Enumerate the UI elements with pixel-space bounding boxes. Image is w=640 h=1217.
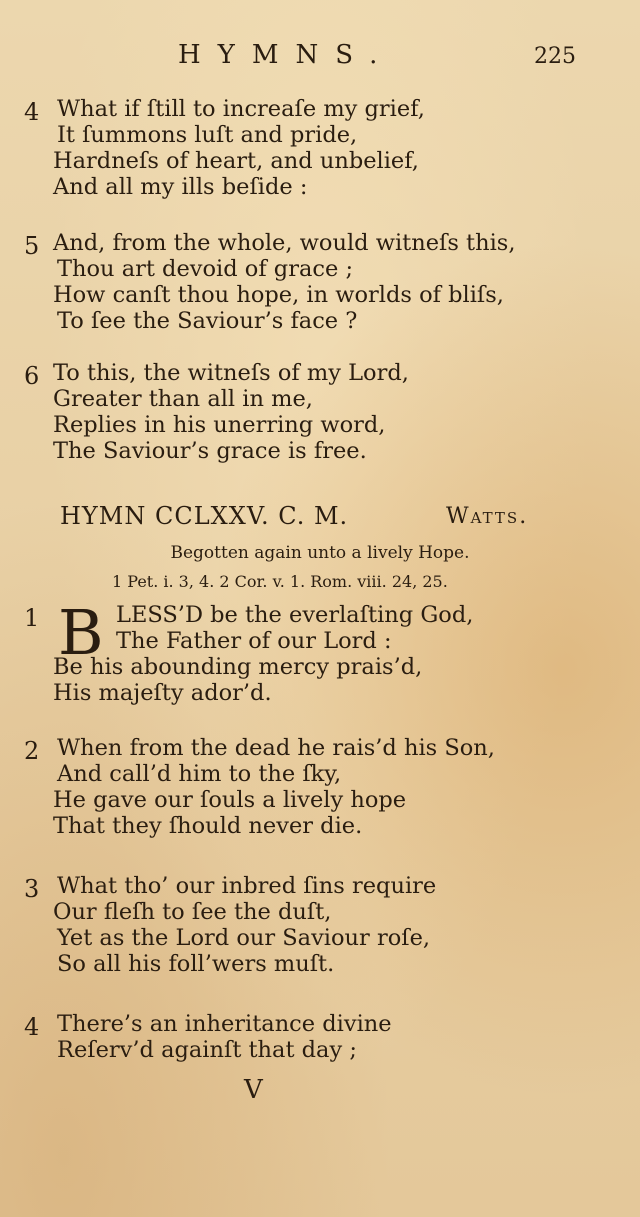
running-head: HYMNS. [178,40,395,70]
page-number: 225 [534,44,576,69]
verse-line: LESS’D be the everlaſting God, [116,602,474,628]
verse-line: Thou art devoid of grace ; [57,256,354,282]
verse-line: When from the dead he rais’d his Son, [57,735,495,761]
stanza-number: 6 [24,362,40,390]
stanza-number: 4 [24,98,40,126]
verse-line: And, from the whole, would witneſs this, [53,230,516,256]
verse-line: The Saviour’s grace is free. [53,438,367,464]
verse-line: Replies in his unerring word, [53,412,386,438]
scripture-reference: 1 Pet. i. 3, 4. 2 Cor. v. 1. Rom. viii. 24, 25. [112,572,448,591]
verse-line: What if ſtill to increaſe my grief, [57,96,425,122]
verse-line: That they ſhould never die. [53,813,363,839]
verse-line: Yet as the Lord our Saviour roſe, [57,925,431,951]
verse-line: Greater than all in me, [53,386,313,412]
verse-line: To this, the witneſs of my Lord, [53,360,409,386]
stanza-number: 1 [24,604,40,632]
verse-line: His majeſty ador’d. [53,680,272,706]
catchword: V [244,1075,263,1105]
hymn-subtitle: Begotten again unto a lively Hope. [170,543,470,563]
verse-line: To ſee the Saviour’s face ? [57,308,358,334]
verse-line: How canſt thou hope, in worlds of bliſs, [53,282,504,308]
verse-line: He gave our ſouls a lively hope [53,787,407,813]
drop-cap: B [58,596,104,669]
verse-line: Hardneſs of heart, and unbelief, [53,148,419,174]
verse-line: Our fleſh to ſee the duſt, [53,899,332,925]
verse-line: So all his foll’wers muſt. [57,951,335,977]
verse-line: And all my ills beſide : [53,174,308,200]
hymn-title [60,502,529,530]
stanza-number: 3 [24,875,40,903]
stanza-number: 4 [24,1013,40,1041]
verse-line: It ſummons luſt and pride, [57,122,358,148]
stanza-number: 2 [24,737,40,765]
verse-line: Reſerv’d againſt that day ; [57,1037,357,1063]
verse-line: There’s an inheritance divine [57,1011,392,1037]
hymn-number: HYMN CCLXXV. C. M. [60,502,349,530]
verse-line: What tho’ our inbred ſins require [57,873,437,899]
verse-line: And call’d him to the ſky, [57,761,342,787]
verse-line: Be his abounding mercy prais’d, [53,654,423,680]
verse-line: The Father of our Lord : [116,628,392,654]
hymn-author: Watts. [446,504,529,529]
stanza-number: 5 [24,232,40,260]
